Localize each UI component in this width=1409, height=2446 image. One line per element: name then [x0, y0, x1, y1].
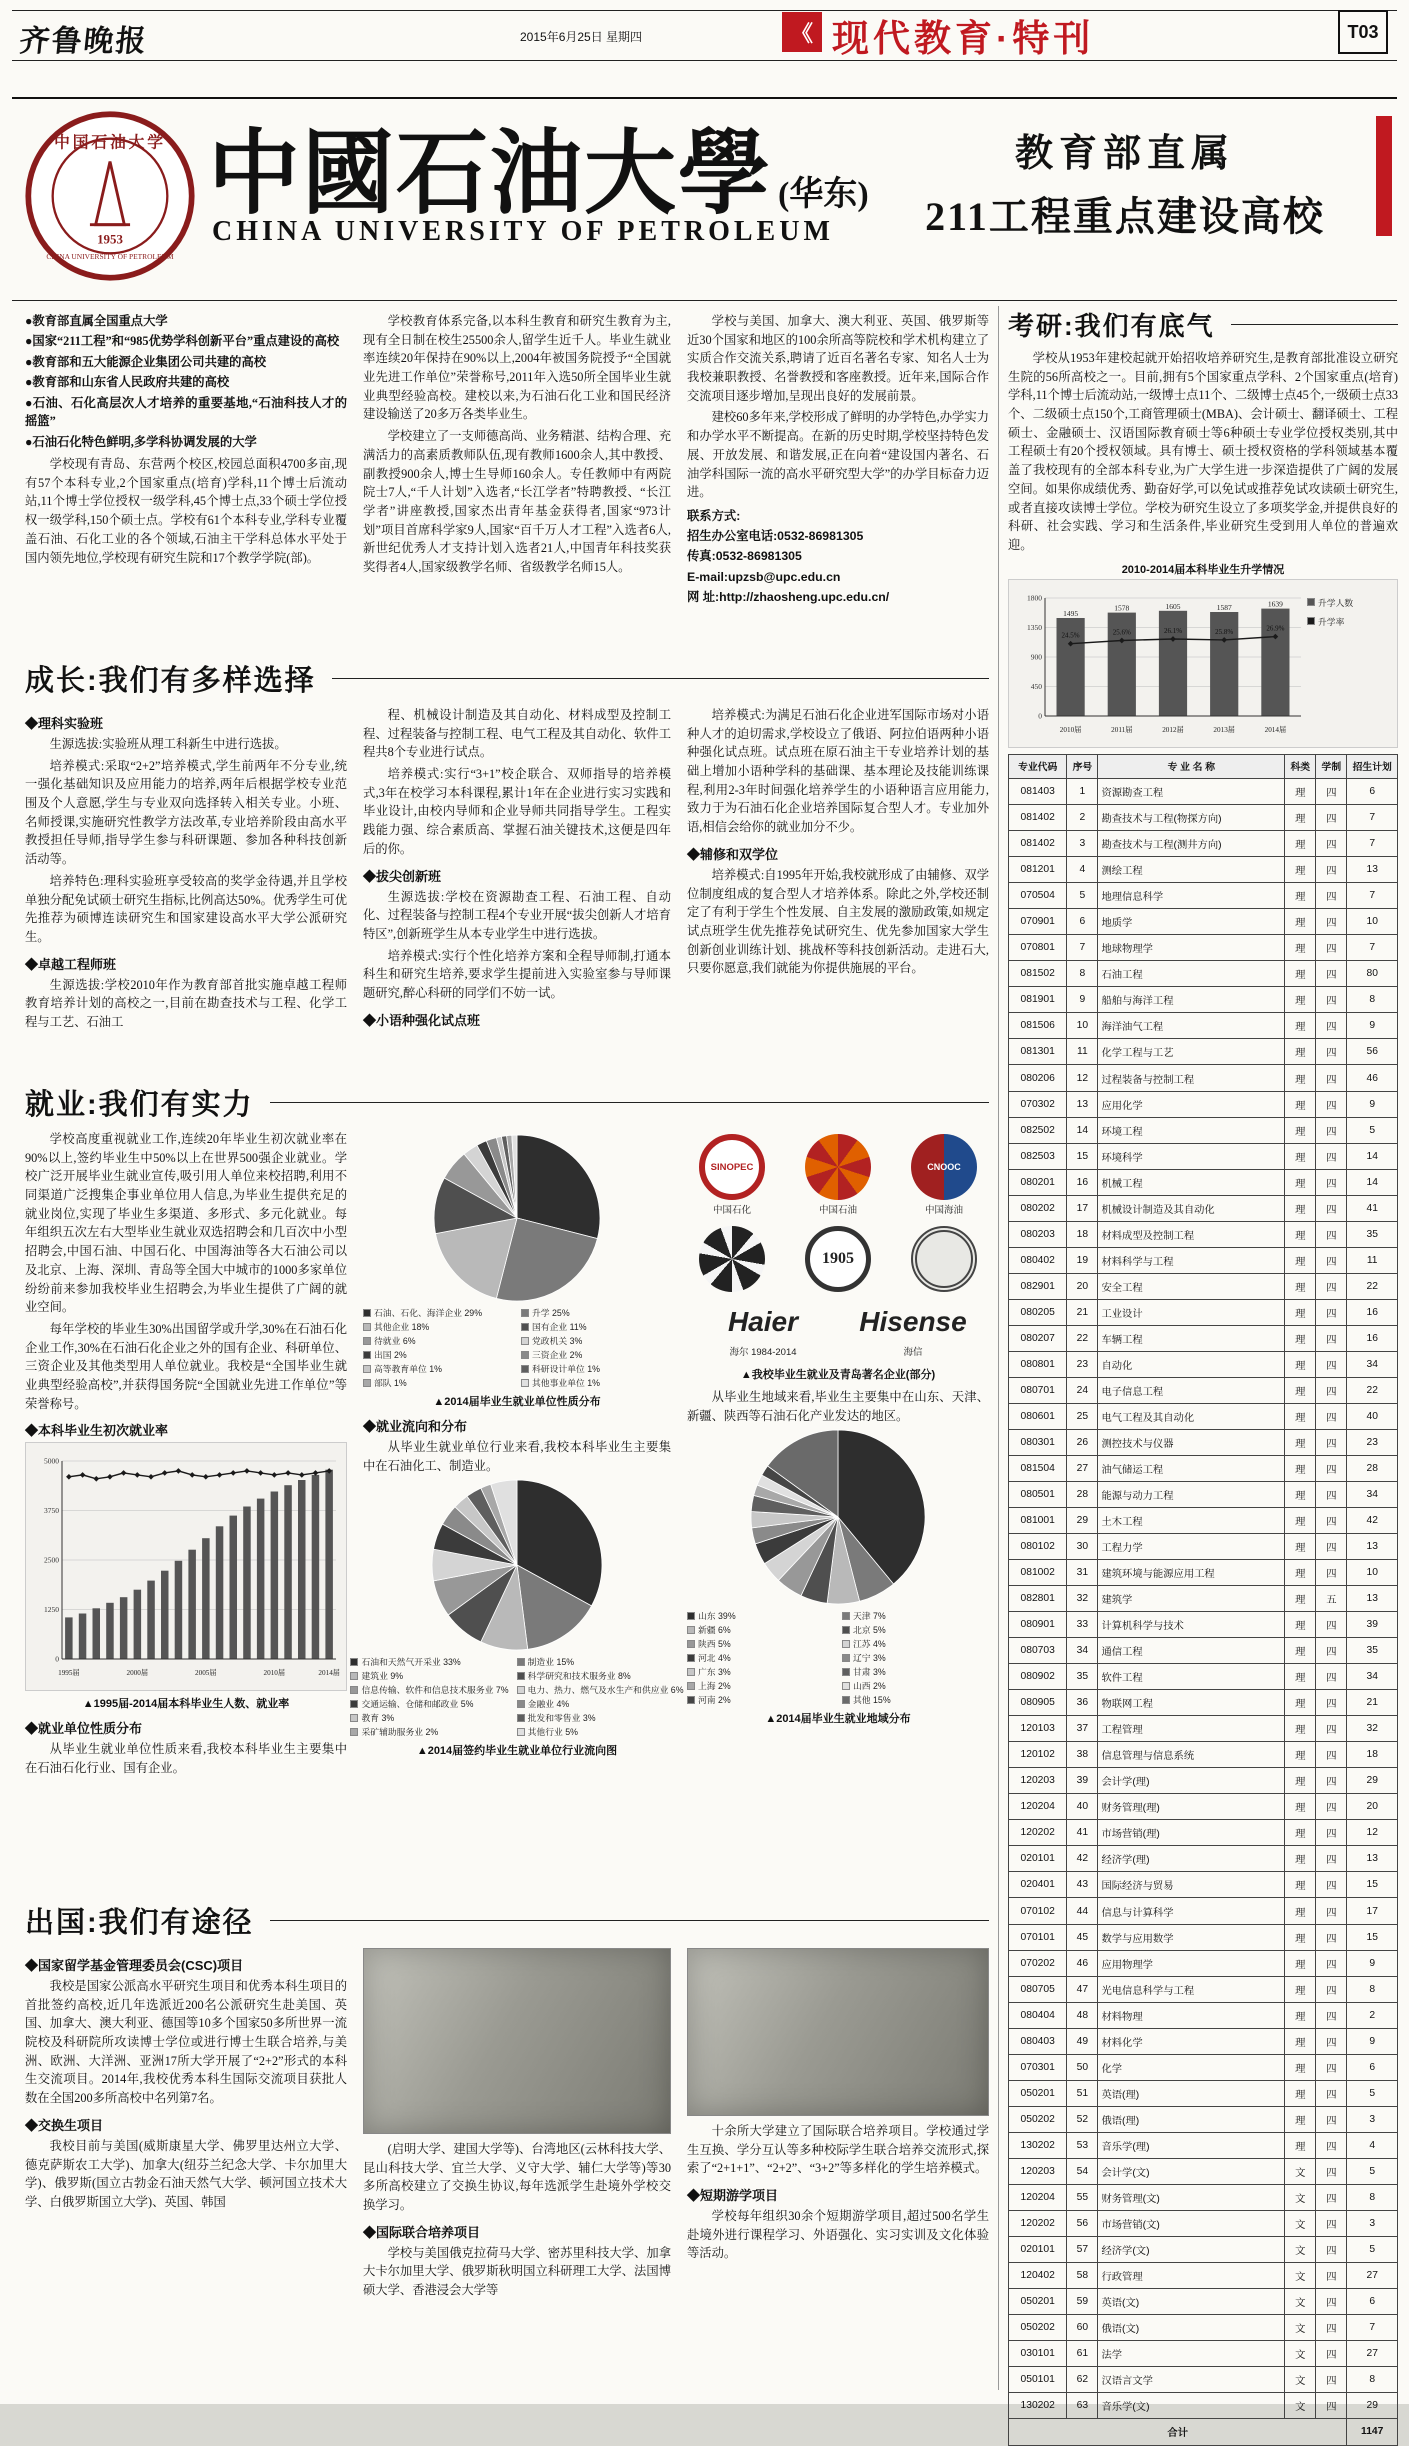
majors-row: 120204 40 财务管理(理) 理 四 20 [1009, 1794, 1398, 1820]
employment-trend-chart [25, 1442, 347, 1691]
employment-title-row [25, 1082, 989, 1123]
majors-row: 070102 44 信息与计算科学 理 四 17 [1009, 1898, 1398, 1924]
intro-bullet: ●教育部和山东省人民政府共建的高校 [25, 375, 230, 390]
majors-row: 080601 25 电气工程及其自动化 理 四 40 [1009, 1403, 1398, 1429]
international-paragraph: 建校60多年来,学校形成了鲜明的办学特色,办学实力和办学水平不断提高。在新的历史时期,学校坚持特色发展、开放发展、和谐发展,正在向着“建设国内著名、石油学科国际一流的高水平研究型大学”的办学目标奋力迈进。 [687, 410, 989, 500]
majors-col-header: 序号 [1067, 754, 1098, 779]
majors-row: 080705 47 光电信息科学与工程 理 四 8 [1009, 1976, 1398, 2002]
logo-caption: 海信 [903, 1347, 923, 1358]
majors-row: 081506 10 海洋油气工程 理 四 9 [1009, 1013, 1398, 1039]
majors-row: 081402 2 勘查技术与工程(物探方向) 理 四 7 [1009, 805, 1398, 831]
title-rule [1231, 324, 1398, 325]
majors-row: 080202 17 机械设计制造及其自动化 理 四 41 [1009, 1195, 1398, 1221]
university-title-cn: 中國石油大學 [208, 123, 773, 225]
thick-rule [12, 97, 1397, 99]
enterprise-logo-icon [911, 1226, 977, 1292]
majors-row: 020401 43 国际经济与贸易 理 四 15 [1009, 1872, 1398, 1898]
kaoyan-paragraph: 学校从1953年建校起就开始招收培养研究生,是教育部批准设立研究生院的56所高校之一。目前,拥有5个国家重点学科、2个国家重点(培育)学科,11个博士后流动站,一级博士点11个、二级博士点45个,一级硕士点33个、二级硕士点150个,工商管理硕士(MBA)、会计硕士、翻译硕士、工程硕士、金融硕士、汉语国际教育硕士等6种硕士专业学位授权类别,其中工程硕士有20个授权领域。具有博士、硕士授权资格的学科领域基本覆盖了我校现有的全部本科专业,为广大学生进一步深造提供了广阔的发展空间。如果你成绩优秀、勤奋好学,可以免试或推荐免试攻读硕士研究生,或者直接攻读博士学位。学校为研究生设立了多项奖学金,并提供良好的科研、社会实践、学习和生活条件,毕业研究生受到用人单位的普遍欢迎。 [1008, 351, 1398, 552]
majors-row: 081502 8 石油工程 理 四 80 [1009, 961, 1398, 987]
subheading: ◆理科实验班 [25, 716, 104, 731]
majors-row: 080203 18 材料成型及控制工程 理 四 35 [1009, 1221, 1398, 1247]
region-legend [687, 1609, 989, 1706]
legend-item: 信息传输、软件和信息技术服务业 7% [350, 1683, 508, 1696]
growth-col3 [687, 706, 989, 1078]
legend-item: 待就业 6% [363, 1334, 416, 1347]
industry-flow-note: 从毕业生就业单位行业来看,我校本科毕业生主要集中在石油化工、制造业。 [363, 1440, 671, 1473]
majors-row: 050202 52 俄语(理) 理 四 3 [1009, 2106, 1398, 2132]
enterprise-logo-icon [699, 1226, 765, 1292]
legend-item: 北京 5% [842, 1623, 886, 1636]
majors-row: 120103 37 工程管理 理 四 32 [1009, 1716, 1398, 1742]
overview-paragraph: 学校教育体系完备,以本科生教育和研究生教育为主,现有全日制在校生25500余人,留学生近千人。毕业生就业率连续20年保持在90%以上,2004年被国务院授予“全国就业先进工作单位”荣誉称号,2011年入选50所全国毕业生就业典型经验高校。建校以来,为石油石化工业和国民经济建设输送了20多万各类毕业生。 [363, 314, 671, 422]
university-seal-svg [24, 110, 196, 282]
svg-text:2010届: 2010届 [1059, 725, 1082, 734]
paragraph: 培养模式:采取“2+2”培养模式,学生前两年不分专业,统一强化基础知识及应用能力的培养,两年后根据学校专业范围及个人意愿,学生与专业双向选择转入相关专业。小班、名师授课,实施研究性教学方法改革,专业培养阶段由高水平教授担任导师,指导学生参与科研课题、参加各种科技创新活动等。 [25, 758, 347, 867]
majors-row: 080207 22 车辆工程 理 四 16 [1009, 1325, 1398, 1351]
contact-line: 传真:0532-86981305 [687, 549, 802, 564]
legend-item: 升学率 [1307, 615, 1353, 628]
paragraph: (启明大学、建国大学等)、台湾地区(云林科技大学、昆山科技大学、宜兰大学、义守大学、辅仁大学等)等30多所高校建立了交换生协议,每年选派学生赴境外学校交换学习。 [363, 2142, 671, 2213]
majors-row: 080301 26 测控技术与仪器 理 四 23 [1009, 1429, 1398, 1455]
majors-row: 120202 56 市场营销(文) 文 四 3 [1009, 2210, 1398, 2236]
majors-col-header: 招生计划 [1347, 754, 1398, 779]
paragraph: 培养特色:理科实验班享受较高的奖学金待遇,并且学校单独分配免试硕士研究生指标,比例高达50%。优秀学生可优先推荐为硕博连读研究生和国家建设高水平大学公派研究生。 [25, 873, 347, 944]
svg-text:24.5%: 24.5% [1061, 631, 1080, 640]
legend-item: 国有企业 11% [521, 1320, 587, 1333]
majors-row: 070901 6 地质学 理 四 10 [1009, 909, 1398, 935]
industry-flow-caption: ▲2014届签约毕业生就业单位行业流向图 [416, 1745, 618, 1758]
top-rule [12, 10, 1397, 11]
majors-row: 080905 36 物联网工程 理 四 21 [1009, 1690, 1398, 1716]
legend-item: 其他事业单位 1% [521, 1376, 600, 1389]
employer-type-caption: ▲2014届毕业生就业单位性质分布 [433, 1396, 601, 1408]
legend-item: 辽宁 3% [842, 1651, 886, 1664]
employer-logos-grid [687, 1130, 989, 1362]
legend-item: 天津 7% [842, 1609, 886, 1622]
logos-caption: ▲我校毕业生就业及青岛著名企业(部分) [740, 1369, 936, 1381]
majors-row: 070101 45 数学与应用数学 理 四 15 [1009, 1924, 1398, 1950]
growth-col2 [363, 706, 671, 1078]
intro-bullet: ●石油石化特色鲜明,多学科协调发展的大学 [25, 434, 257, 449]
majors-row: 080102 30 工程力学 理 四 13 [1009, 1534, 1398, 1560]
majors-row: 080902 35 软件工程 理 四 34 [1009, 1664, 1398, 1690]
majors-row: 070504 5 地理信息科学 理 四 7 [1009, 883, 1398, 909]
enterprise-logo [901, 1226, 987, 1292]
legend-item: 其他企业 18% [363, 1320, 429, 1333]
paragraph: 生源选拔:学校2010年作为教育部首批实施卓越工程师教育培养计划的高校之一,目前在勘查技术与工程、化学工程与工艺、石油工 [25, 977, 347, 1029]
intro-bullet: ●石油、石化高层次人才培养的重要基地,“石油科技人才的摇篮” [25, 395, 347, 429]
majors-col-header: 专业代码 [1009, 754, 1067, 779]
legend-item: 新疆 6% [687, 1623, 731, 1636]
majors-row: 130202 63 音乐学(文) 文 四 29 [1009, 2393, 1398, 2419]
industry-flow-pie [363, 1479, 671, 1651]
subheading: ◆拔尖创新班 [363, 868, 442, 884]
subheading: ◆国际联合培养项目 [363, 2224, 481, 2240]
kaoyan-column [1008, 306, 1398, 2446]
legend-item: 部队 1% [363, 1376, 407, 1389]
majors-row: 070302 13 应用化学 理 四 9 [1009, 1091, 1398, 1117]
enrollment-chart [1008, 579, 1398, 748]
svg-text:2010届: 2010届 [263, 1669, 286, 1678]
majors-row: 081001 29 土木工程 理 四 42 [1009, 1508, 1398, 1534]
legend-item: 电力、热力、燃气及水生产和供应业 6% [517, 1683, 684, 1696]
legend-item: 党政机关 3% [521, 1334, 582, 1347]
majors-row: 120204 55 财务管理(文) 文 四 8 [1009, 2184, 1398, 2210]
legend-item: 采矿辅助服务业 2% [350, 1725, 438, 1738]
legend-item: 升学人数 [1307, 596, 1353, 609]
growth-title: 成长:我们有多样选择 [25, 665, 316, 697]
paragraph: 学校每年组织30余个短期游学项目,超过500名学生赴境外进行课程学习、外语强化、实习实训及文化体验等活动。 [687, 2209, 989, 2261]
legend-item: 石油、石化、海洋企业 29% [363, 1306, 482, 1319]
svg-text:2000届: 2000届 [126, 1669, 149, 1678]
paragraph: 十余所大学建立了国际联合培养项目。学校通过学生互换、学分互认等多种校际学生联合培养交流形式,探索了“2+1+1”、“2+2”、“3+2”等多样化的学生培养模式。 [687, 2124, 989, 2176]
employment-col2 [361, 1130, 684, 1896]
logo-caption: 海尔 1984-2014 [729, 1347, 797, 1358]
paragraph: 程、机械设计制造及其自动化、材料成型及控制工程、过程装备与控制工程、电气工程及其自动化、软件工程共8个专业进行试点。 [363, 708, 671, 760]
logo-caption: 中国石油 [818, 1205, 857, 1216]
sinopec-logo-icon [699, 1134, 765, 1200]
svg-text:1587: 1587 [1216, 602, 1232, 612]
employer-type-subhead: ◆就业单位性质分布 [25, 1721, 143, 1737]
supplement-title: 现代教育·特刊 [832, 18, 1095, 59]
enrollment-chart-title: 2010-2014届本科毕业生升学情况 [1121, 563, 1285, 576]
legend-item: 建筑业 9% [350, 1669, 403, 1682]
svg-text:2012届: 2012届 [1162, 725, 1184, 734]
legend-item: 河北 4% [687, 1651, 731, 1664]
affiliation-block [890, 122, 1360, 242]
legend-item: 山西 2% [842, 1679, 886, 1692]
paragraph: 我校目前与美国(威斯康星大学、佛罗里达州立大学、德克萨斯农工大学)、加拿大(纽芬兰纪念大学、卡尔加里大学)、俄罗斯(国立古勃金石油天然气大学、顿河国立技术大学、白俄罗斯国立大学)、英国、韩国 [25, 2138, 347, 2209]
majors-row: 050202 60 俄语(文) 文 四 7 [1009, 2314, 1398, 2340]
section-mark-icon: 《 [782, 12, 822, 52]
svg-text:1495: 1495 [1063, 608, 1079, 618]
majors-row: 081402 3 勘查技术与工程(测井方向) 理 四 7 [1009, 831, 1398, 857]
campus-activity-photo [687, 1948, 989, 2116]
haier-logo-icon: Haier [727, 1306, 799, 1337]
majors-row: 020101 57 经济学(文) 文 四 5 [1009, 2236, 1398, 2262]
majors-row: 120202 41 市场营销(理) 理 四 12 [1009, 1820, 1398, 1846]
paragraph: 培养模式:自1995年开始,我校就形成了由辅修、双学位制度组成的复合型人才培养体系。除此之外,学校还制定了有利于学生个性发展、自主发展的激励政策,如规定试点班学生优先推荐免试研究生、优先参加国家大学生创新创业训练计划、挑战杯等科技创新活动。走进石大,只要你愿意,我们就能为你提供施展的平台。 [687, 867, 989, 976]
subheading: ◆小语种强化试点班 [363, 1012, 481, 1028]
growth-title-row [25, 658, 989, 699]
majors-row: 080801 23 自动化 理 四 34 [1009, 1351, 1398, 1377]
masthead-rule [12, 300, 1397, 301]
majors-row: 080205 21 工业设计 理 四 16 [1009, 1299, 1398, 1325]
paragraph: 我校是国家公派高水平研究生项目和优秀本科生项目的首批签约高校,近几年选派近200名公派研究生赴美国、英国、加拿大、澳大利亚、德国等10多个国家50多所世界一流院校及科研院所攻读博士学位或进行博士生联合培养,与美洲、欧洲、大洋洲、亚洲17所大学开展了“2+2”形式的本科生交流项目。2014年,我校优秀本科生国际交流项目获批人数在全国200多所高校中名列第7名。 [25, 1979, 347, 2106]
cnpc-logo-icon [805, 1134, 871, 1200]
svg-text:0: 0 [55, 1654, 59, 1664]
legend-item: 科学研究和技术服务业 8% [517, 1669, 631, 1682]
contact-line: E-mail:upzsb@upc.edu.cn [687, 569, 841, 584]
majors-row: 070202 46 应用物理学 理 四 9 [1009, 1950, 1398, 1976]
employment-col1 [25, 1130, 347, 1896]
intro-column [25, 312, 347, 652]
legend-item: 其他行业 5% [517, 1725, 578, 1738]
red-accent-bar [1376, 116, 1392, 236]
legend-item: 广东 3% [687, 1665, 731, 1678]
svg-text:2014届: 2014届 [1264, 725, 1287, 734]
chart-svg [28, 1445, 342, 1683]
majors-row: 080404 48 材料物理 理 四 2 [1009, 2002, 1398, 2028]
majors-row: 080701 24 电子信息工程 理 四 22 [1009, 1377, 1398, 1403]
majors-row: 020101 42 经济学(理) 理 四 13 [1009, 1846, 1398, 1872]
subheading: ◆国家留学基金管理委员会(CSC)项目 [25, 1958, 244, 1973]
majors-table [1008, 754, 1398, 2446]
logo-text: CNOOC [927, 1162, 961, 1172]
overview-paragraph: 学校建立了一支师德高尚、业务精湛、结构合理、充满活力的高素质教师队伍,现有教师1600余人,其中教授、副教授900余人,博士生导师160余人。专任教师中有两院院士7人,“千人计划”入选者,“长江学者”特聘教授、“长江学者”讲座教授,国家杰出青年基金获得者,国家“973计划”项目首席科学家9人,国家“百千万人才工程”入选者6人,新世纪优秀人才支持计划入选者21人,中国青年科技奖获奖得者4人,国家级教学名师、省级教学名师15人。 [363, 429, 671, 574]
legend-item: 制造业 15% [517, 1655, 574, 1668]
majors-row: 080403 49 材料化学 理 四 9 [1009, 2028, 1398, 2054]
svg-text:2011届: 2011届 [1111, 725, 1133, 734]
legend-item: 甘肃 3% [842, 1665, 886, 1678]
legend-item: 交通运输、仓储和邮政业 5% [350, 1697, 473, 1710]
majors-row: 070801 7 地球物理学 理 四 7 [1009, 935, 1398, 961]
svg-text:450: 450 [1030, 681, 1042, 691]
employment-paragraph: 每年学校的毕业生30%出国留学或升学,30%在石油石化企业工作,30%在石油石化企业之外的国有企业、科研单位、三资企业及其他类型用人单位就业。我校是“全国毕业生就业典型经验高校”,并获得国务院“全国就业先进工作单位”等荣誉称号。 [25, 1321, 347, 1411]
majors-row: 080201 16 机械工程 理 四 14 [1009, 1169, 1398, 1195]
employer-type-note: 从毕业生就业单位性质来看,我校本科毕业生主要集中在石油石化行业、国有企业。 [25, 1742, 347, 1775]
legend-item: 陕西 5% [687, 1637, 731, 1650]
majors-row: 080901 33 计算机科学与技术 理 四 39 [1009, 1612, 1398, 1638]
page-number-box: T03 [1338, 10, 1388, 54]
legend-item: 河南 2% [687, 1693, 731, 1706]
enrollment-chart-plot [1011, 582, 1307, 745]
majors-row: 120402 58 行政管理 文 四 27 [1009, 2262, 1398, 2288]
hisense-logo [848, 1302, 978, 1358]
majors-row: 120203 54 会计学(文) 文 四 5 [1009, 2158, 1398, 2184]
majors-row: 050101 62 汉语言文学 文 四 8 [1009, 2367, 1398, 2393]
haier-logo [698, 1302, 828, 1358]
university-seal [24, 110, 196, 282]
svg-text:1250: 1250 [44, 1605, 59, 1615]
abroad-col3 [687, 1948, 989, 2388]
university-title [208, 100, 869, 232]
majors-row: 030101 61 法学 文 四 27 [1009, 2341, 1398, 2367]
legend-item: 出国 2% [363, 1348, 407, 1361]
international-column [687, 312, 989, 652]
subheading: ◆卓越工程师班 [25, 956, 117, 972]
svg-text:900: 900 [1030, 652, 1042, 662]
majors-row: 081301 11 化学工程与工艺 理 四 56 [1009, 1039, 1398, 1065]
majors-row: 080501 28 能源与动力工程 理 四 34 [1009, 1481, 1398, 1507]
majors-row: 081504 27 油气储运工程 理 四 28 [1009, 1455, 1398, 1481]
svg-text:2005届: 2005届 [195, 1669, 217, 1678]
legend-item: 石油和天然气开采业 33% [350, 1655, 460, 1668]
majors-row: 070301 50 化学 理 四 6 [1009, 2054, 1398, 2080]
intro-paragraph: 学校现有青岛、东营两个校区,校园总面积4700多亩,现有57个本科专业,2个国家重点(培育)学科,11个博士后流动站,11个博士学位授权一级学科,45个博士点,33个硕士学位授权一级学科,150个硕士点。学校有61个本科专业,学科专业覆盖石油、石化工业的各个领域,石油主干学科总体水平处于国内领先地位,学校现有研究生院和17个教学学院(部)。 [25, 457, 347, 565]
logo-caption: 中国石化 [712, 1205, 751, 1216]
legend-item: 升学 25% [521, 1306, 570, 1319]
chart-svg [1011, 582, 1307, 740]
legend-item: 上海 2% [687, 1679, 731, 1692]
intro-bullet: ●教育部和五大能源企业集团公司共建的高校 [25, 354, 267, 369]
majors-row: 130202 53 音乐学(理) 理 四 4 [1009, 2132, 1398, 2158]
contact-line: 招生办公室电话:0532-86981305 [687, 529, 864, 544]
majors-row: 082503 15 环境科学 理 四 14 [1009, 1143, 1398, 1169]
abroad-title-row [25, 1900, 989, 1941]
majors-row: 120203 39 会计学(理) 理 四 29 [1009, 1768, 1398, 1794]
kaoyan-title-row [1008, 306, 1398, 343]
abroad-title: 出国:我们有途径 [25, 1907, 254, 1939]
svg-text:26.9%: 26.9% [1266, 624, 1285, 633]
logo-text: SINOPEC [710, 1161, 754, 1173]
majors-row: 120102 38 信息管理与信息系统 理 四 18 [1009, 1742, 1398, 1768]
title-rule [332, 678, 989, 679]
svg-text:1578: 1578 [1114, 603, 1130, 613]
logo-caption: 中国海油 [924, 1205, 963, 1216]
cnooc-logo-icon [911, 1134, 977, 1200]
pie-svg [750, 1429, 926, 1605]
paragraph: 培养模式:为满足石油石化企业进军国际市场对小语种人才的迫切需求,学校设立了俄语、阿拉伯语两种小语种强化试点班。试点班在原石油主干专业培养计划的基础上增加小语种学科的基础课、基本理论及技能训练课程,利用2-3年时间强化培养学生的小语种语言应用能力,致力于为石油石化企业培养国际复合型人才。专业加外语,相信会给你的就业加分不少。 [687, 708, 989, 835]
affiliation-line2: 211工程重点建设高校 [925, 194, 1325, 239]
tsingtao-1905-logo [795, 1226, 881, 1292]
title-rule [270, 1102, 989, 1103]
paragraph: 培养模式:实行“3+1”校企联合、双师指导的培养模式,3年在校学习本科课程,累计1年在企业进行实习实践和毕业设计,由校内导师和企业导师共同指导学生。工程实践能力强、综合素质高、掌握石油关键技术,这便是四年后的你。 [363, 767, 671, 856]
svg-text:CHINA UNIVERSITY OF PETROLEUM: CHINA UNIVERSITY OF PETROLEUM [46, 252, 174, 262]
legend-item: 山东 39% [687, 1609, 736, 1622]
legend-item: 科研设计单位 1% [521, 1362, 600, 1375]
university-title-en: CHINA UNIVERSITY OF PETROLEUM [212, 216, 834, 247]
majors-row: 080206 12 过程装备与控制工程 理 四 46 [1009, 1065, 1398, 1091]
contact-heading: 联系方式: [687, 508, 741, 523]
abroad-col1 [25, 1948, 347, 2388]
svg-text:中国石油大学: 中国石油大学 [54, 134, 166, 152]
majors-row: 050201 51 英语(理) 理 四 5 [1009, 2080, 1398, 2106]
majors-col-header: 学制 [1316, 754, 1347, 779]
university-title-suffix: (华东) [778, 176, 869, 213]
international-paragraph: 学校与美国、加拿大、澳大利亚、英国、俄罗斯等近30个国家和地区的100余所高等院校和学术机构建立了实质合作交流关系,聘请了近百名著名专家、知名人士为我校兼职教授、名誉教授和客座教授。近年来,国际合作交流项目逐步增加,呈现出良好的发展前景。 [687, 314, 989, 403]
employment-title: 就业:我们有实力 [25, 1089, 254, 1121]
svg-text:2014届: 2014届 [318, 1669, 340, 1678]
exchange-students-photo [363, 1948, 671, 2134]
svg-text:5000: 5000 [44, 1456, 59, 1466]
rule [12, 60, 1397, 61]
legend-item: 批发和零售业 3% [517, 1711, 596, 1724]
pie-svg [433, 1134, 601, 1302]
employment-rate-subhead: ◆本科毕业生初次就业率 [25, 1423, 169, 1439]
majors-row: 081403 1 资源勘查工程 理 四 6 [1009, 779, 1398, 805]
sinopec-logo [689, 1134, 775, 1216]
region-caption: ▲2014届毕业生就业地域分布 [765, 1713, 911, 1726]
majors-total-row: 合计 1147 [1009, 2419, 1398, 2445]
svg-text:1350: 1350 [1027, 622, 1042, 632]
majors-col-header: 专 业 名 称 [1098, 754, 1285, 779]
svg-text:25.6%: 25.6% [1112, 628, 1131, 637]
svg-text:1800: 1800 [1027, 593, 1042, 603]
enrollment-chart-legend [1307, 596, 1353, 745]
subheading: ◆交换生项目 [25, 2117, 104, 2133]
overview-column [363, 312, 671, 652]
legend-item: 教育 3% [350, 1711, 394, 1724]
column-divider [998, 306, 999, 2390]
majors-row: 080703 34 通信工程 理 四 35 [1009, 1638, 1398, 1664]
svg-text:1995届: 1995届 [58, 1669, 80, 1678]
growth-col1 [25, 706, 347, 1078]
majors-row: 082502 14 环境工程 理 四 5 [1009, 1117, 1398, 1143]
majors-row: 082801 32 建筑学 理 五 13 [1009, 1586, 1398, 1612]
svg-text:26.1%: 26.1% [1163, 626, 1183, 635]
legend-item: 金融业 4% [517, 1697, 570, 1710]
legend-item: 三资企业 2% [521, 1348, 582, 1361]
majors-row: 081201 4 测绘工程 理 四 13 [1009, 857, 1398, 883]
majors-row: 080402 19 材料科学与工程 理 四 11 [1009, 1247, 1398, 1273]
kaoyan-title: 考研:我们有底气 [1008, 311, 1215, 341]
industry-flow-subhead: ◆就业流向和分布 [363, 1419, 468, 1434]
legend-item: 高等教育单位 1% [363, 1362, 442, 1375]
svg-text:1953: 1953 [97, 232, 123, 247]
subheading: ◆辅修和双学位 [687, 846, 779, 862]
legend-item: 其他 15% [842, 1693, 891, 1706]
majors-row: 081901 9 船舶与海洋工程 理 四 8 [1009, 987, 1398, 1013]
svg-text:2500: 2500 [44, 1555, 59, 1565]
intro-bullet: ●国家“211工程”和“985优势学科创新平台”重点建设的高校 [25, 334, 340, 349]
intro-bullet: ●教育部直属全国重点大学 [25, 314, 168, 328]
region-pie [687, 1429, 989, 1605]
hisense-logo-icon: Hisense [859, 1306, 967, 1337]
paragraph: 学校与美国俄克拉荷马大学、密苏里科技大学、加拿大卡尔加里大学、俄罗斯秋明国立科研理工大学、法国博硕大学、香港浸会大学等 [363, 2245, 671, 2298]
employment-trend-caption: ▲1995届-2014届本科毕业生人数、就业率 [82, 1698, 290, 1711]
majors-table-wrap [1008, 754, 1398, 2446]
svg-text:25.8%: 25.8% [1215, 627, 1234, 636]
region-note: 从毕业生地域来看,毕业生主要集中在山东、天津、新疆、陕西等石油石化产业发达的地区。 [687, 1390, 989, 1423]
legend-item: 江苏 4% [842, 1637, 886, 1650]
svg-text:0: 0 [1038, 711, 1042, 721]
svg-text:3750: 3750 [44, 1506, 59, 1516]
industry-flow-legend [361, 1655, 684, 1738]
majors-row: 082901 20 安全工程 理 四 22 [1009, 1273, 1398, 1299]
majors-row: 081002 31 建筑环境与能源应用工程 理 四 10 [1009, 1560, 1398, 1586]
paragraph: 培养模式:实行个性化培养方案和全程导师制,打通本科生和研究生培养,要求学生提前进入实验室参与导师课题研究,醉心科研的同学们不妨一试。 [363, 948, 671, 1000]
svg-text:1639: 1639 [1267, 599, 1283, 609]
issue-date: 2015年6月25日 星期四 [520, 30, 643, 44]
employment-paragraph: 学校高度重视就业工作,连续20年毕业生初次就业率在90%以上,签约毕业生中50%以上在世界500强企业就业。学校广泛开展毕业生就业宣传,吸引用人单位来校招聘,利用不同渠道广泛搜集企事业单位用人信息,为毕业生提供充足的就业岗位,实现了毕业生多渠道、多形式、多元化就业。每年组织五次左右大型毕业生就业双选招聘会和几百次中小型招聘会,中国石油、中国石化、中国海油等各大石油公司以及北京、上海、深圳、青岛等全国大中城市的1000多家单位纷纷前来参加我校毕业生招聘会,为毕业生提供了广阔的就业空间。 [25, 1132, 347, 1315]
title-rule [270, 1920, 989, 1921]
cnpc-logo [795, 1134, 881, 1216]
enterprise-logo [689, 1226, 775, 1292]
contact-block [687, 506, 989, 607]
svg-text:2013届: 2013届 [1213, 725, 1235, 734]
newspaper-masthead-logo: 齐鲁晚报 [17, 25, 150, 58]
majors-col-header: 科类 [1285, 754, 1316, 779]
affiliation-line1: 教育部直属 [1014, 133, 1235, 175]
tsingtao-1905-logo-icon [805, 1226, 871, 1292]
pie-svg [431, 1479, 603, 1651]
abroad-col2 [363, 1948, 671, 2388]
logo-text: 1905 [822, 1250, 854, 1267]
employer-type-legend [363, 1306, 671, 1389]
paragraph: 生源选拔:学校在资源勘查工程、石油工程、自动化、过程装备与控制工程4个专业开展“拔尖创新人才培育特区”,创新班学生从本专业学生中进行选拔。 [363, 889, 671, 941]
employer-type-pie [363, 1134, 671, 1302]
svg-text:1605: 1605 [1165, 601, 1181, 611]
contact-line: 网 址:http://zhaosheng.upc.edu.cn/ [687, 590, 890, 604]
cnooc-logo [901, 1134, 987, 1216]
majors-row: 050201 59 英语(文) 文 四 6 [1009, 2288, 1398, 2314]
employment-col3 [687, 1130, 989, 1896]
subheading: ◆短期游学项目 [687, 2188, 779, 2204]
paragraph: 生源选拔:实验班从理工科新生中进行选拔。 [49, 737, 287, 751]
